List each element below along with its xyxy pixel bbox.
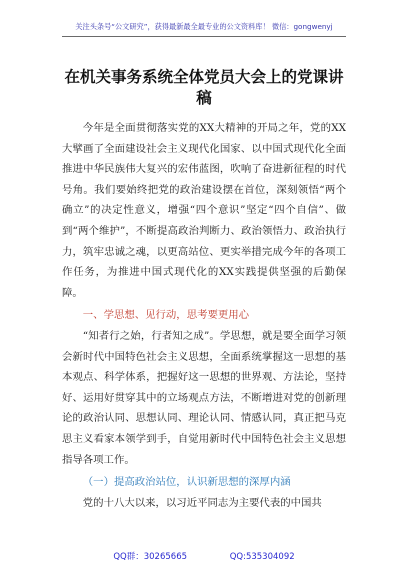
section-1-paragraph: “知者行之始，行者知之成”。学思想，就是要全面学习领会新时代中国特色社会主义思想，全面系统掌握这一思想的基本观点、科学体系，把握好这一思想的世界观、方法论，坚持好、运用好贯穿其中的立场观点方法，不断增进对党的创新理论的政治认同、思想认同、理论认同、情感认同，真正把马克思主义看家本领学到手，自觉用新时代中国特色社会主义思想指导各项工作。 xyxy=(62,329,346,466)
document-title: 在机关事务系统全体党员大会上的党课讲稿 xyxy=(64,67,344,107)
footer-qq: QQ:535304092 xyxy=(229,552,295,562)
header-banner: 关注头条号“公文研究”，获得最新最全最专业的公文资料库！ 微信：gongwenyj xyxy=(75,22,333,31)
footer-qq-group: QQ群：30265665 xyxy=(113,552,188,562)
intro-paragraph: 今年是全面贯彻落实党的XX大精神的开局之年，党的XX大擘画了全面建设社会主义现代化国家、以中国式现代化全面推进中华民族伟大复兴的宏伟蓝图，吹响了奋进新征程的时代号角。我们要始终把党的政治建设摆在首位，深刻领悟“两个确立”的决定性意义，增强“四个意识”坚定“四个自信”、做到“两个维护”，不断提高政治判断力、政治领悟力、政治执行力，筑牢忠诚之魂，以更高站位、更实举措完成今年的各项工作任务，为推进中国式现代化的XX实践提供坚强的后勤保障。 xyxy=(62,122,346,299)
subsection-1-paragraph: 党的十八大以来，以习近平同志为主要代表的中国共 xyxy=(82,496,322,509)
header-divider xyxy=(62,36,346,37)
document-body xyxy=(62,118,346,513)
subsection-heading-1: （一）提高政治站位，认识新思想的深厚内涵 xyxy=(82,476,291,489)
footer-contact xyxy=(62,550,346,562)
section-heading-1: 一、学思想、见行动，思考要更用心 xyxy=(82,309,250,322)
